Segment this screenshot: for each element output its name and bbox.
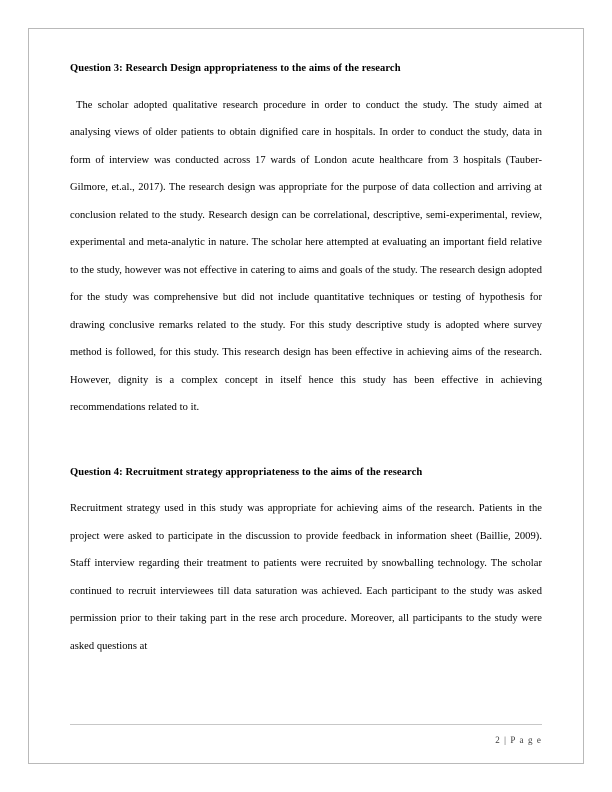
section-spacer (70, 422, 542, 466)
section-heading-question-4: Question 4: Recruitment strategy appropriateness to the aims of the research (70, 466, 423, 478)
page-footer (70, 724, 542, 748)
page-content (70, 62, 542, 660)
section-heading-question-3: Question 3: Research Design appropriateness to the aims of the research (70, 63, 401, 74)
page-number-label: 2 | P a g e (495, 735, 542, 745)
section-paragraph-question-3: The scholar adopted qualitative research procedure in order to conduct the study. The study aimed at analysing views of older patients to obtain dignified care in hospitals. In order to conduct the study, data in form of interview was conducted across 17 wards of London acute healthcare from 3 hospitals (Tauber-Gilmore, et.al., 2017). The research design was appropriate for the purpose of data collection and arriving at conclusion related to the study. Research design can be correlational, descriptive, semi-experimental, review, experimental and meta-analytic in nature. The scholar here attempted at evaluating an important field relative to the study, however was not effective in catering to aims and goals of the study. The research design adopted for the study was comprehensive but did not include quantitative techniques or testing of hypothesis for drawing conclusive remarks related to the study. For this study descriptive study is adopted where survey method is followed, for this study. This research design has been effective in achieving aims of the research. However, dignity is a complex concept in itself hence this study has been effective in achieving recommendations related to it. (70, 99, 542, 414)
section-paragraph-question-4: Recruitment strategy used in this study was appropriate for achieving aims of the research. Patients in the project were asked to participate in the discussion to provide feedback in information sheet (Baillie, 2009). Staff interview regarding their treatment to patients were recruited by snowballing technology. The scholar continued to recruit interviewees till data saturation was achieved. Each participant to the study was asked permission prior to their taking part in the rese arch procedure. Moreover, all participants to the study were asked questions at (70, 503, 542, 652)
